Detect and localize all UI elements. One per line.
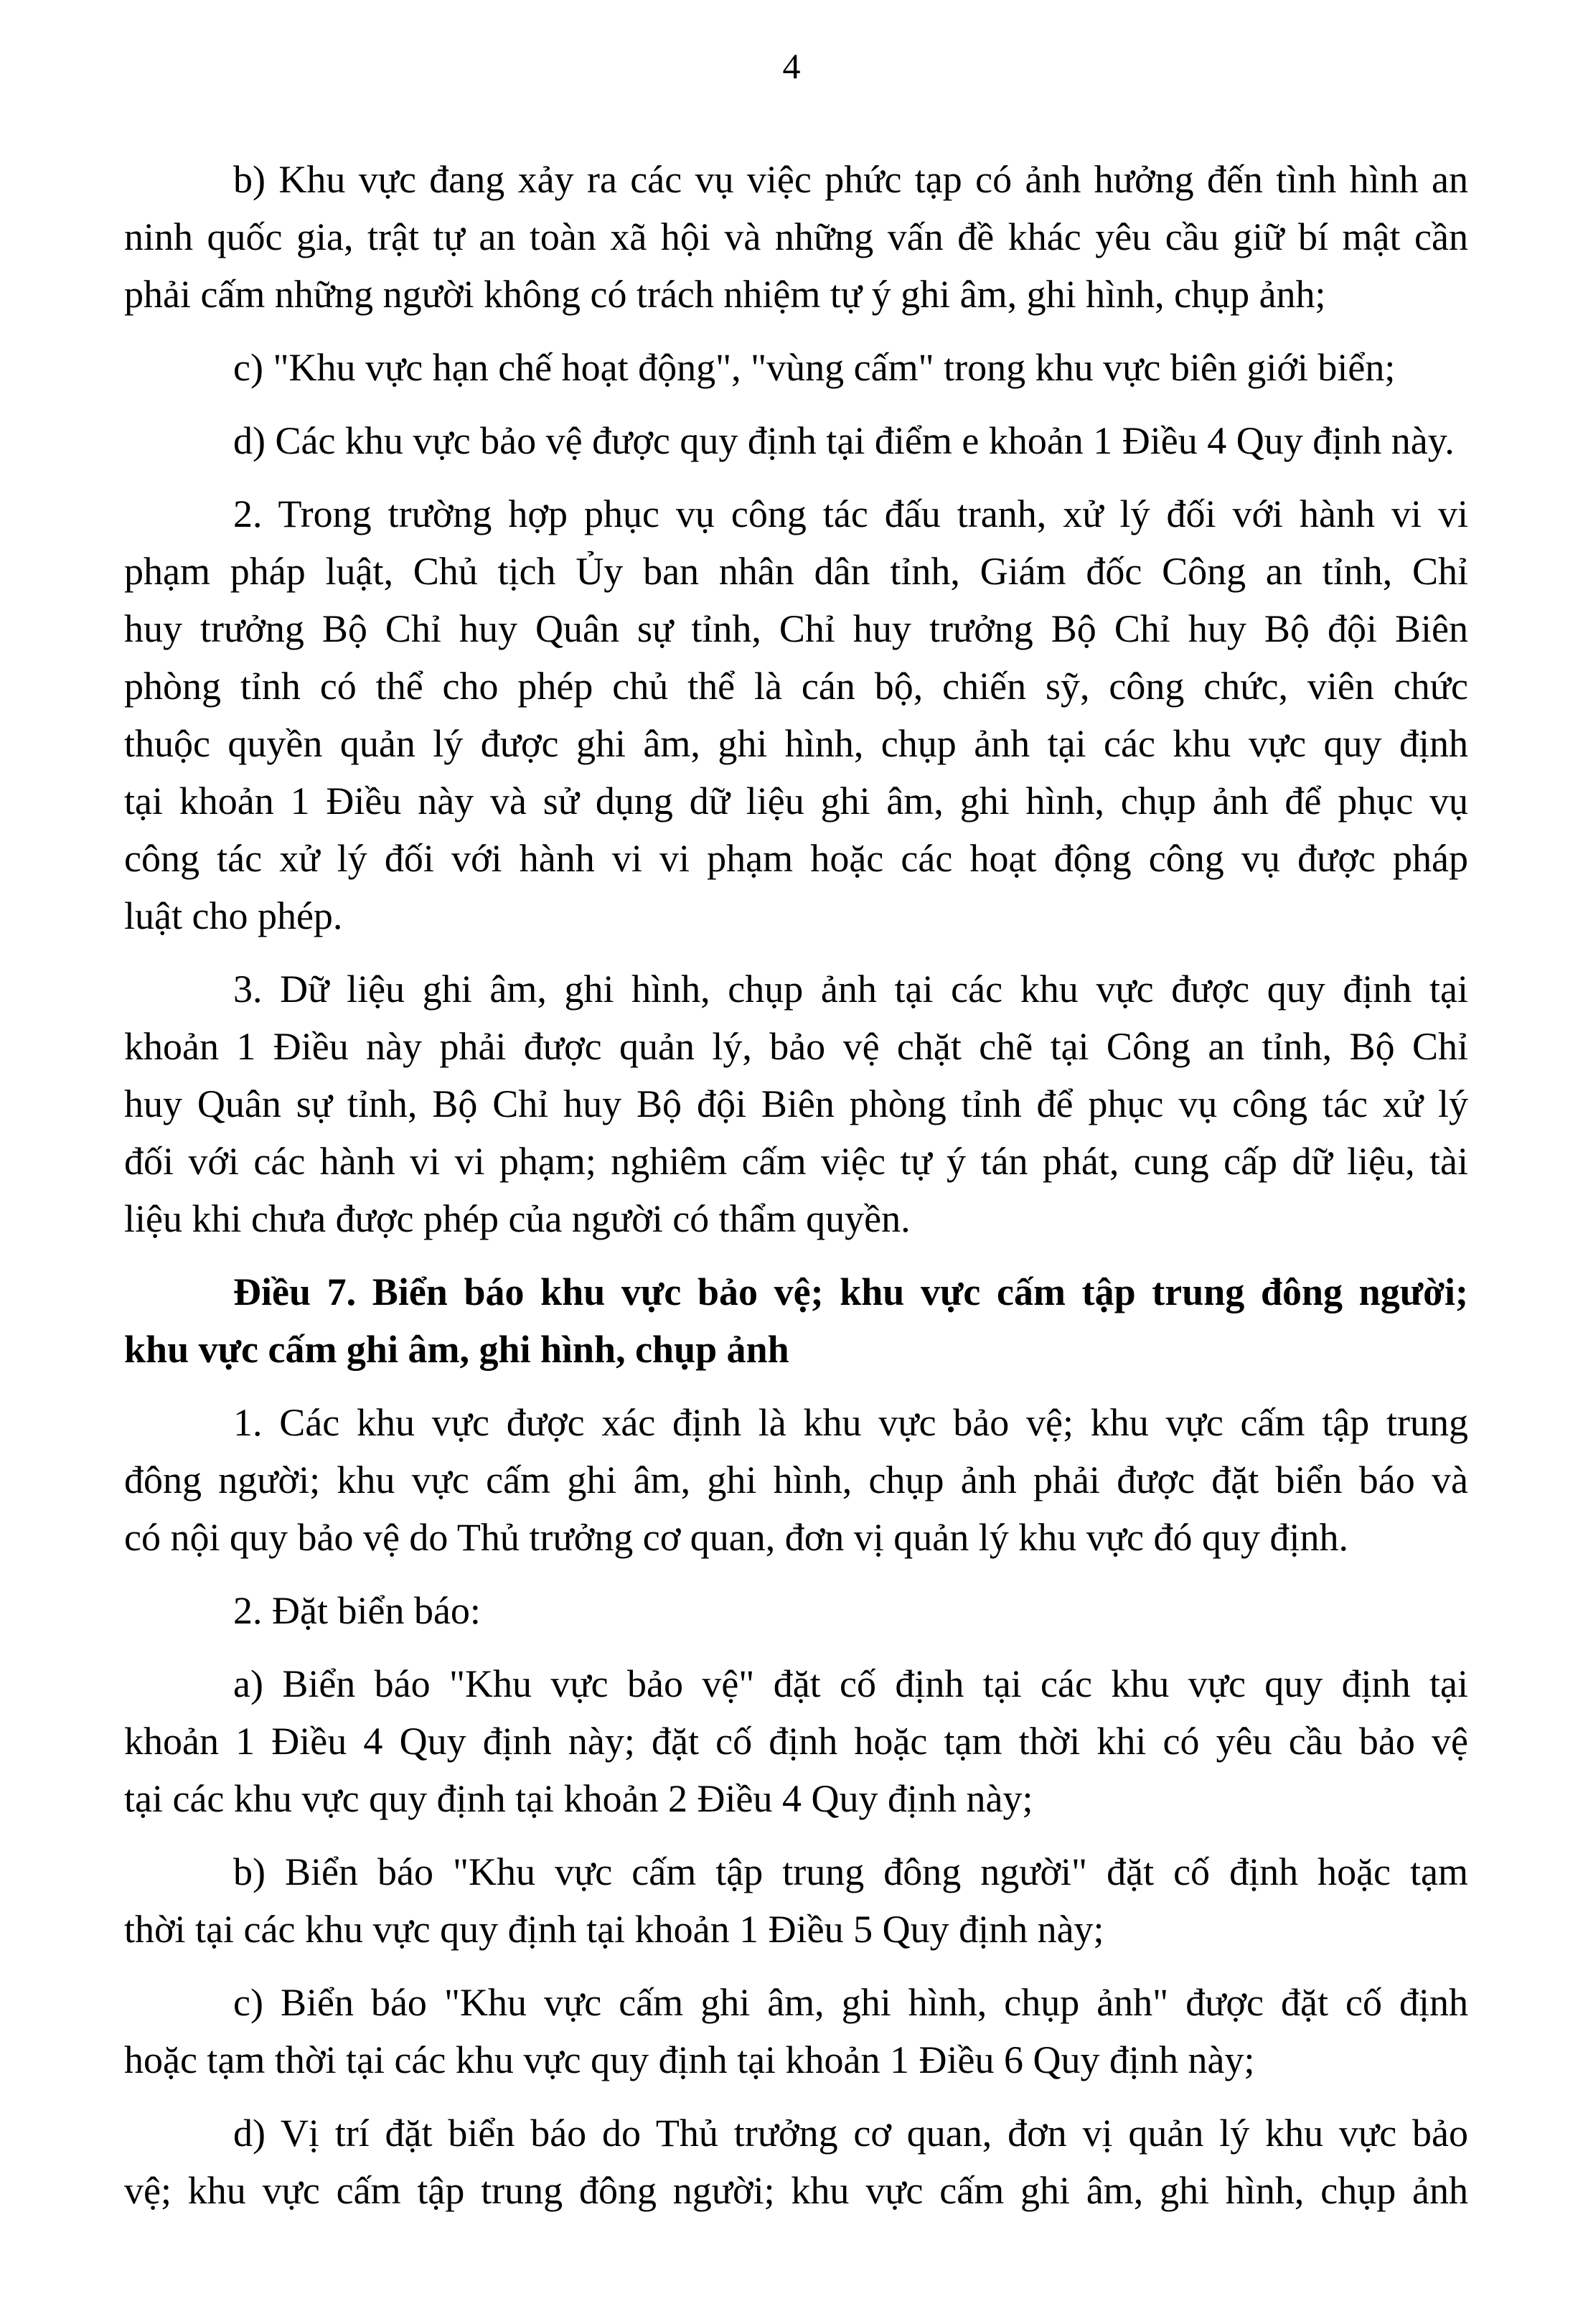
paragraph bbox=[124, 412, 1468, 469]
text-line: vệ; khu vực cấm tập trung đông người; khu vực cấm ghi âm, ghi hình, chụp ảnh bbox=[124, 2169, 1468, 2212]
text-line: phải cấm những người không có trách nhiệm tự ý ghi âm, ghi hình, chụp ảnh; bbox=[124, 273, 1326, 316]
text-line: c) "Khu vực hạn chế hoạt động", "vùng cấm" trong khu vực biên giới biển; bbox=[233, 346, 1396, 389]
text-line: 1. Các khu vực được xác định là khu vực bảo vệ; khu vực cấm tập trung bbox=[233, 1401, 1468, 1444]
text-line: khoản 1 Điều 4 Quy định này; đặt cố định hoặc tạm thời khi có yêu cầu bảo vệ bbox=[124, 1720, 1468, 1763]
text-line: d) Vị trí đặt biển báo do Thủ trưởng cơ quan, đơn vị quản lý khu vực bảo bbox=[233, 2112, 1468, 2155]
text-line: 2. Đặt biển báo: bbox=[233, 1589, 481, 1632]
paragraph bbox=[124, 1582, 1468, 1639]
page-number: 4 bbox=[782, 46, 801, 86]
text-line: luật cho phép. bbox=[124, 894, 343, 937]
text-line: phòng tỉnh có thể cho phép chủ thể là cán bộ, chiến sỹ, công chức, viên chức bbox=[124, 665, 1468, 708]
text-line: 3. Dữ liệu ghi âm, ghi hình, chụp ảnh tại các khu vực được quy định tại bbox=[233, 967, 1468, 1011]
paragraph bbox=[124, 1974, 1468, 2089]
text-line: huy Quân sự tỉnh, Bộ Chỉ huy Bộ đội Biên phòng tỉnh để phục vụ công tác xử lý bbox=[124, 1082, 1468, 1125]
text-line: công tác xử lý đối với hành vi vi phạm hoặc các hoạt động công vụ được pháp bbox=[124, 837, 1468, 880]
text-line: khu vực cấm ghi âm, ghi hình, chụp ảnh bbox=[124, 1328, 789, 1371]
text-line: liệu khi chưa được phép của người có thẩm quyền. bbox=[124, 1197, 911, 1240]
text-line: huy trưởng Bộ Chỉ huy Quân sự tỉnh, Chỉ huy trưởng Bộ Chỉ huy Bộ đội Biên bbox=[124, 607, 1468, 650]
text-line: đối với các hành vi vi phạm; nghiêm cấm việc tự ý tán phát, cung cấp dữ liệu, tài bbox=[124, 1140, 1468, 1183]
text-line: d) Các khu vực bảo vệ được quy định tại điểm e khoản 1 Điều 4 Quy định này. bbox=[233, 419, 1455, 462]
text-line: phạm pháp luật, Chủ tịch Ủy ban nhân dân tỉnh, Giám đốc Công an tỉnh, Chỉ bbox=[124, 550, 1468, 593]
text-line: ninh quốc gia, trật tự an toàn xã hội và những vấn đề khác yêu cầu giữ bí mật cần bbox=[124, 215, 1468, 258]
paragraph bbox=[124, 1394, 1468, 1566]
paragraph bbox=[124, 1655, 1468, 1827]
text-line: khoản 1 Điều này phải được quản lý, bảo vệ chặt chẽ tại Công an tỉnh, Bộ Chỉ bbox=[124, 1025, 1468, 1068]
text-line: tại các khu vực quy định tại khoản 2 Điều 4 Quy định này; bbox=[124, 1777, 1033, 1820]
text-line: b) Biển báo "Khu vực cấm tập trung đông người" đặt cố định hoặc tạm bbox=[233, 1850, 1468, 1893]
text-line: Điều 7. Biển báo khu vực bảo vệ; khu vực cấm tập trung đông người; bbox=[233, 1270, 1468, 1313]
text-line: tại khoản 1 Điều này và sử dụng dữ liệu ghi âm, ghi hình, chụp ảnh để phục vụ bbox=[124, 779, 1468, 823]
text-line: có nội quy bảo vệ do Thủ trưởng cơ quan, đơn vị quản lý khu vực đó quy định. bbox=[124, 1516, 1348, 1559]
paragraph bbox=[124, 151, 1468, 323]
paragraph bbox=[124, 1843, 1468, 1958]
text-line: a) Biển báo "Khu vực bảo vệ" đặt cố định tại các khu vực quy định tại bbox=[233, 1662, 1468, 1705]
paragraph bbox=[124, 2104, 1468, 2219]
article-heading bbox=[124, 1263, 1468, 1378]
text-line: 2. Trong trường hợp phục vụ công tác đấu tranh, xử lý đối với hành vi vi bbox=[233, 492, 1468, 535]
paragraph bbox=[124, 339, 1468, 396]
text-line: hoặc tạm thời tại các khu vực quy định tại khoản 1 Điều 6 Quy định này; bbox=[124, 2038, 1255, 2081]
paragraph bbox=[124, 485, 1468, 945]
document-body bbox=[124, 151, 1468, 2235]
text-line: c) Biển báo "Khu vực cấm ghi âm, ghi hình, chụp ảnh" được đặt cố định bbox=[233, 1981, 1468, 2024]
text-line: thời tại các khu vực quy định tại khoản 1 Điều 5 Quy định này; bbox=[124, 1908, 1104, 1951]
text-line: đông người; khu vực cấm ghi âm, ghi hình, chụp ảnh phải được đặt biển báo và bbox=[124, 1458, 1468, 1501]
text-line: thuộc quyền quản lý được ghi âm, ghi hình, chụp ảnh tại các khu vực quy định bbox=[124, 722, 1468, 765]
text-line: b) Khu vực đang xảy ra các vụ việc phức tạp có ảnh hưởng đến tình hình an bbox=[233, 158, 1468, 201]
paragraph bbox=[124, 960, 1468, 1247]
